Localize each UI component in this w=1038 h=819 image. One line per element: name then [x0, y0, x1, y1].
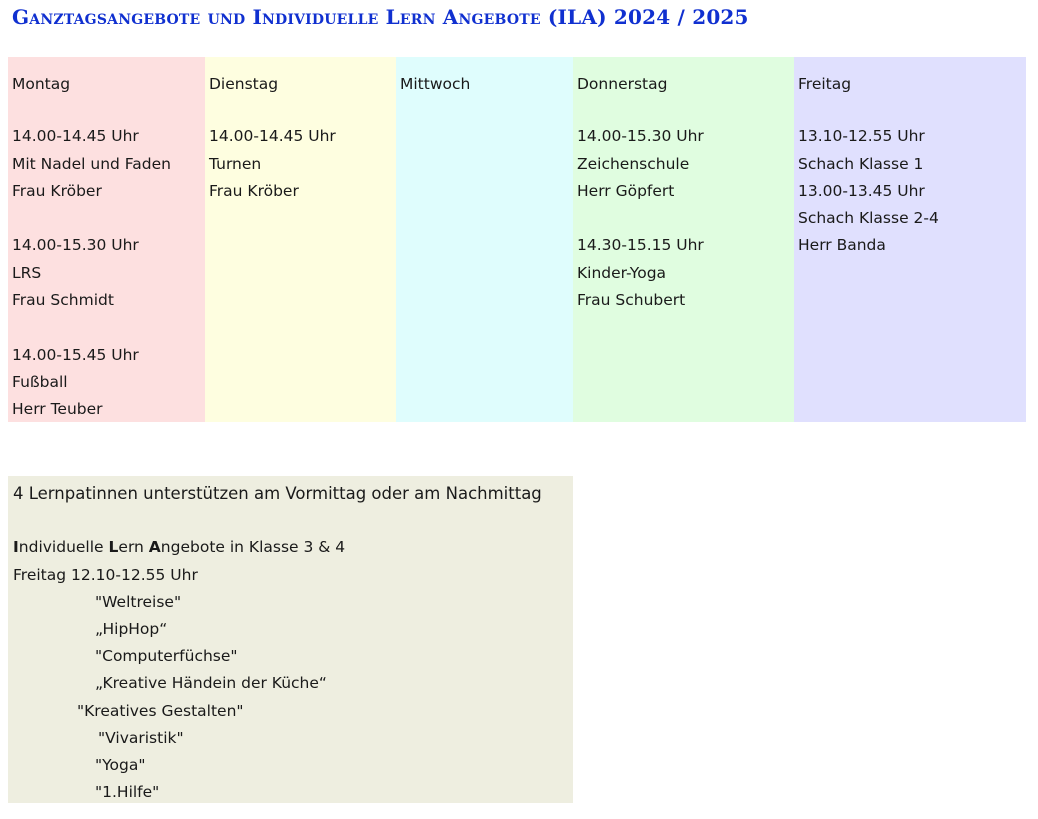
- activity-time: 14.00-14.45 Uhr: [209, 127, 336, 146]
- ila-offer-item: „Kreative Händein der Küche“: [95, 674, 327, 693]
- activity-teacher: Herr Göpfert: [577, 181, 675, 200]
- ila-heading-text: ern: [118, 538, 149, 557]
- ila-offer-item: „HipHop“: [95, 620, 168, 638]
- ila-offer-item: "Kreatives Gestalten": [77, 701, 244, 720]
- activity-block: [12, 232, 205, 314]
- activity-teacher: Frau Schmidt: [12, 291, 114, 310]
- ila-heading-text: ngebote in Klasse 3 & 4: [160, 538, 346, 557]
- activity-block: [577, 232, 794, 314]
- activity-block: [12, 342, 205, 424]
- activity-block: [209, 123, 396, 205]
- ila-info-box: [8, 476, 573, 803]
- ila-offer-item: "Computerfüchse": [95, 647, 238, 666]
- activity-block: [12, 123, 205, 205]
- ila-time: Freitag 12.10-12.55 Uhr: [13, 565, 198, 584]
- day-name-montag: Montag: [12, 75, 71, 93]
- activity-name: Mit Nadel und Faden: [12, 154, 171, 173]
- activity-block: [798, 123, 1026, 259]
- day-name-donnerstag: Donnerstag: [577, 75, 668, 93]
- day-column-freitag: [794, 57, 1026, 422]
- activity-time: 13.00-13.45 Uhr: [798, 181, 925, 200]
- activity-teacher: Herr Teuber: [12, 400, 103, 419]
- ila-offer-item: "1.Hilfe": [95, 783, 160, 802]
- day-name-mittwoch: Mittwoch: [400, 75, 471, 93]
- ila-heading-text: ndividuelle: [18, 538, 109, 557]
- ila-heading-initial: I: [13, 538, 19, 557]
- activity-teacher: Frau Kröber: [209, 181, 299, 200]
- activity-teacher: Herr Banda: [798, 236, 886, 255]
- weekly-schedule-table: [8, 57, 1026, 422]
- activity-name: Schach Klasse 2-4: [798, 209, 939, 228]
- activity-name: Zeichenschule: [577, 154, 690, 173]
- activity-name: Turnen: [209, 154, 262, 173]
- day-column-mittwoch: [396, 57, 573, 422]
- activity-teacher: Frau Kröber: [12, 181, 102, 200]
- ila-heading: [13, 534, 573, 561]
- activity-teacher: Frau Schubert: [577, 291, 686, 310]
- ila-heading-initial: L: [108, 538, 119, 557]
- activity-time: 13.10-12.55 Uhr: [798, 127, 925, 146]
- day-column-donnerstag: [573, 57, 794, 422]
- ila-offer-item: "Vivaristik": [98, 728, 184, 747]
- activity-time: 14.00-14.45 Uhr: [12, 127, 139, 146]
- day-column-dienstag: [205, 57, 396, 422]
- activity-name: Schach Klasse 1: [798, 154, 924, 173]
- activity-name: Kinder-Yoga: [577, 263, 667, 282]
- lernpatinnen-note: 4 Lernpatinnen unterstützen am Vormittag oder am Nachmittag: [13, 484, 542, 503]
- day-name-freitag: Freitag: [798, 75, 852, 93]
- ila-offer-item: "Weltreise": [95, 592, 182, 611]
- activity-time: 14.30-15.15 Uhr: [577, 236, 704, 255]
- activity-name: Fußball: [12, 372, 68, 391]
- page-title: Ganztagsangebote und Individuelle Lern Angebote (ILA) 2024 / 2025: [12, 5, 749, 29]
- ila-offer-item: "Yoga": [95, 756, 146, 775]
- activity-name: LRS: [12, 263, 42, 282]
- day-column-montag: [8, 57, 205, 422]
- activity-time: 14.00-15.45 Uhr: [12, 345, 139, 364]
- activity-time: 14.00-15.30 Uhr: [577, 127, 704, 146]
- day-name-dienstag: Dienstag: [209, 75, 279, 93]
- activity-block: [577, 123, 794, 205]
- activity-time: 14.00-15.30 Uhr: [12, 236, 139, 255]
- ila-heading-initial: A: [148, 538, 161, 557]
